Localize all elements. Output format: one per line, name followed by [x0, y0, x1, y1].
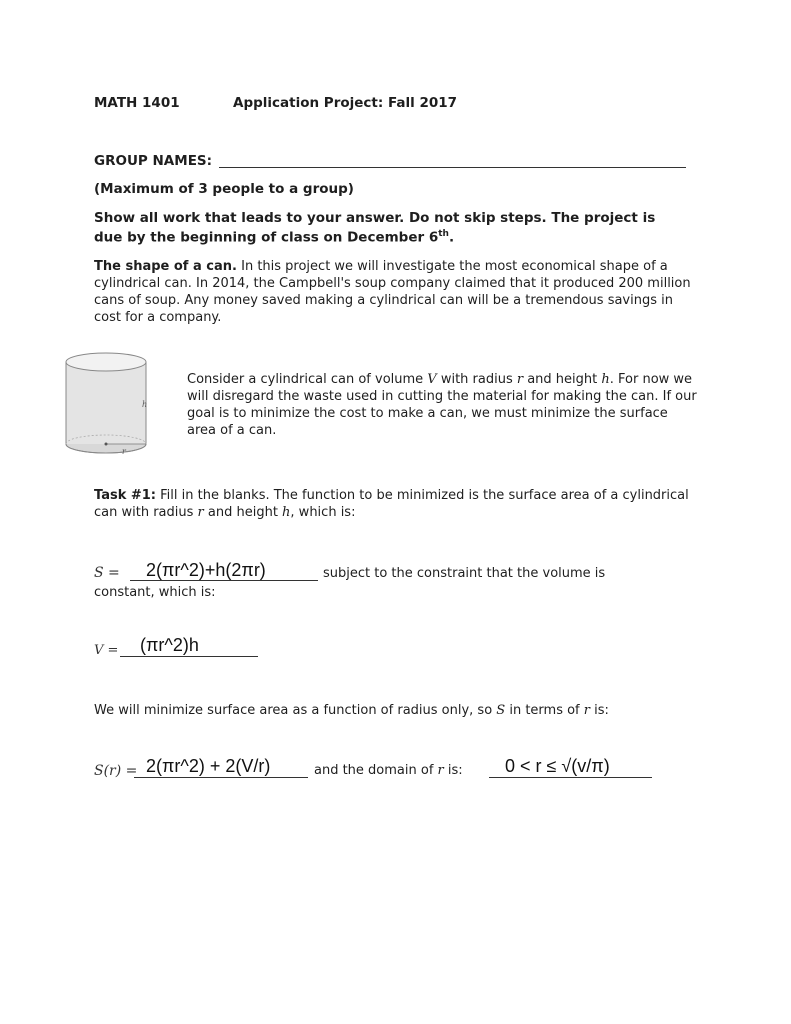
instructions-due-text: due by the beginning of class on December 6 [94, 229, 439, 246]
consider-text-2: with radius [436, 372, 517, 387]
task1-text-1: Fill in the blanks. The function to be minimized is the surface area of a cylindrical can with radius [94, 488, 689, 520]
radius-label: r [122, 447, 126, 456]
intro-body: In this project we will investigate the most economical shape of a cylindrical can. In 2014, the Campbell's soup company claimed that it produced 200 million cans of soup. Any money saved making a cylindrical can will be a tremendous savings in cost for a company. [94, 259, 691, 325]
consider-var-v: V [427, 372, 437, 387]
sr-label: S(r) = [94, 763, 138, 779]
task1-text-3: , which is: [290, 505, 356, 520]
s-constant-text: constant, which is: [94, 585, 216, 600]
consider-var-r: r [516, 372, 524, 387]
intro-paragraph [94, 258, 704, 326]
task1-var-r: r [197, 505, 204, 520]
domain-answer[interactable]: 0 < r ≤ √(v/π) [505, 756, 610, 776]
minimize-text-2: in terms of [505, 703, 584, 718]
s-answer[interactable]: 2(πr^2)+h(2πr) [146, 560, 266, 580]
task1-var-h: h [282, 505, 291, 520]
s-label: S = [94, 565, 120, 581]
domain-text-1: and the domain of [314, 763, 438, 778]
s-constraint-text: subject to the constraint that the volume is [323, 566, 606, 581]
domain-sentence [314, 763, 463, 778]
task1-paragraph [94, 487, 694, 521]
cylinder-figure [58, 350, 158, 460]
consider-text-3: and height [523, 372, 602, 387]
minimize-text-3: is: [589, 703, 609, 718]
sr-answer[interactable]: 2(πr^2) + 2(V/r) [146, 756, 271, 776]
minimize-var-s: S [496, 703, 506, 718]
v-answer-blank [120, 656, 258, 657]
domain-var-r: r [437, 763, 444, 778]
v-answer[interactable]: (πr^2)h [140, 635, 199, 655]
instructions-due-period: . [448, 229, 455, 246]
consider-text-1: Consider a cylindrical can of volume [187, 372, 428, 387]
consider-var-h: h [601, 372, 610, 387]
height-label: h [142, 400, 148, 409]
task1-text-2: and height [203, 505, 283, 520]
minimize-var-r: r [583, 703, 590, 718]
group-names-label: GROUP NAMES: [94, 153, 213, 169]
group-max-note: (Maximum of 3 people to a group) [94, 181, 354, 197]
project-title: Application Project: Fall 2017 [233, 95, 458, 111]
minimize-text-1: We will minimize surface area as a function of radius only, so [94, 703, 497, 718]
domain-text-2: is: [443, 763, 463, 778]
instructions-line-2 [94, 229, 454, 246]
v-label: V = [94, 643, 119, 658]
task1-lead: Task #1: [94, 488, 157, 503]
course-code: MATH 1401 [94, 95, 180, 111]
intro-lead: The shape of a can. [94, 259, 237, 274]
domain-answer-blank [489, 777, 652, 778]
instructions-line-1: Show all work that leads to your answer. Do not skip steps. The project is [94, 210, 656, 226]
consider-text-4: . For now we will disregard the waste used in cutting the material for making the can. If our goal is to minimize the cost to make a can, we must minimize the surface area of a can. [187, 372, 697, 438]
minimize-sentence [94, 703, 609, 718]
group-names-field[interactable] [219, 167, 686, 168]
cylinder-body-shape [66, 353, 146, 453]
s-answer-blank [130, 580, 318, 581]
sr-answer-blank [134, 777, 308, 778]
consider-paragraph [187, 371, 699, 439]
instructions-due-sup: th [438, 229, 449, 239]
